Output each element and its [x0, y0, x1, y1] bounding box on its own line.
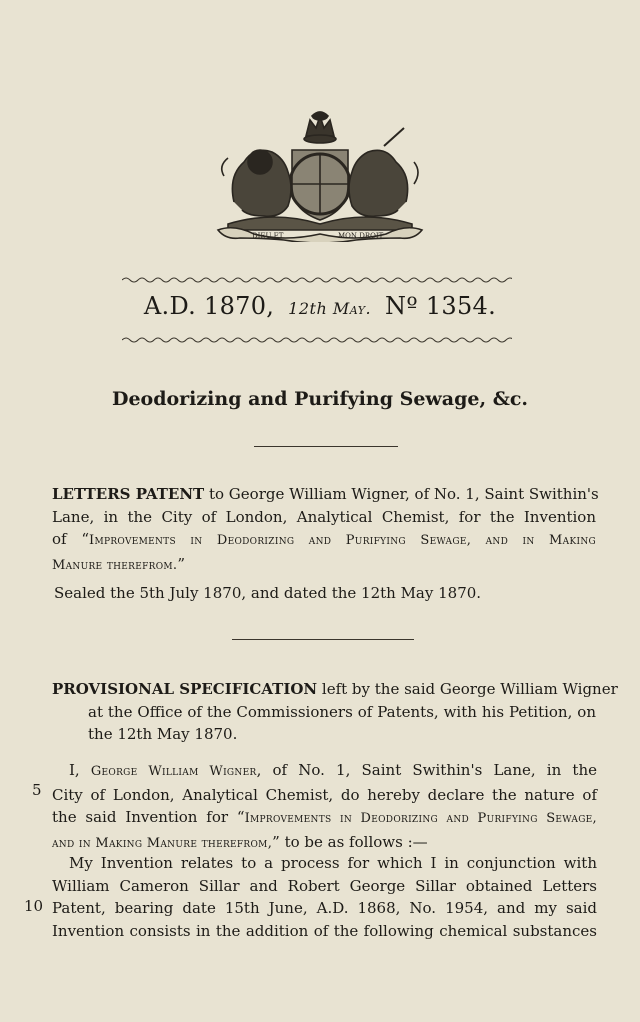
decorative-wavy-rule — [122, 276, 512, 284]
text-line — [52, 553, 596, 578]
text-line — [52, 678, 618, 701]
text-span: the said Invention for “ — [52, 808, 245, 826]
decorative-wavy-rule — [122, 336, 512, 344]
heading-ad: A.D. 1870, — [143, 292, 275, 320]
text-line — [52, 528, 596, 553]
heading-date-month: May. — [332, 299, 372, 318]
divider — [254, 446, 398, 447]
divider — [232, 639, 414, 640]
invention-paragraph — [52, 852, 597, 942]
text-line: William Cameron Sillar and Robert George Sillar obtained Letters — [52, 876, 597, 895]
text-span: ” to be as follows :— — [272, 832, 428, 851]
text-line: City of London, Analytical Chemist, do hereby declare the nature of — [52, 785, 597, 804]
declaration-paragraph — [52, 759, 597, 855]
line-number: 10 — [24, 897, 44, 915]
text-line — [52, 806, 597, 831]
text-span: I, — [69, 761, 91, 779]
small-caps-span: Improvements in Deodorizing and Purifying Sewage, — [244, 811, 597, 826]
svg-text:DIEU ET: DIEU ET — [252, 232, 284, 240]
text-span: left by the said George William Wigner — [317, 680, 618, 698]
small-caps-span: Manure therefrom. — [52, 557, 178, 573]
svg-text:MON DROIT: MON DROIT — [338, 232, 384, 240]
text-line: My Invention relates to a process for which I in conjunction with — [69, 854, 597, 872]
text-line: at the Office of the Commissioners of Patents, with his Petition, on — [88, 702, 596, 721]
patent-heading — [0, 292, 640, 320]
text-span: to George William Wigner, of No. 1, Saint Swithin's — [204, 485, 599, 503]
royal-coat-of-arms-icon — [214, 106, 426, 242]
text-span: , of No. 1, Saint Swithin's Lane, in the — [256, 761, 597, 779]
heading-date — [288, 299, 371, 318]
small-caps-span: Improvements in Deodorizing and Purifying Sewage, and in Making — [89, 533, 596, 548]
letters-patent-lead: LETTERS PATENT — [52, 485, 205, 503]
text-span: of “ — [52, 530, 90, 548]
sealed-line: Sealed the 5th July 1870, and dated the 12th May 1870. — [54, 584, 482, 602]
provisional-lead: PROVISIONAL SPECIFICATION — [52, 680, 318, 698]
provisional-specification-paragraph — [52, 678, 618, 746]
line-number: 5 — [32, 781, 42, 799]
text-line: Patent, bearing date 15th June, A.D. 1868, No. 1954, and my said — [52, 899, 597, 917]
text-line — [52, 483, 599, 506]
letters-patent-paragraph — [52, 483, 599, 577]
text-line: Lane, in the City of London, Analytical Chemist, for the Invention — [52, 507, 596, 526]
text-line — [52, 759, 597, 784]
heading-number: Nº 1354. — [385, 292, 497, 320]
small-caps-span: and in Making Manure therefrom, — [52, 835, 273, 851]
small-caps-span: George William Wigner — [90, 764, 257, 779]
text-span: ” — [177, 554, 186, 573]
heading-date-day: 12th — [288, 299, 328, 318]
patent-title: Deodorizing and Purifying Sewage, &c. — [111, 388, 529, 410]
text-line: Invention consists in the addition of the following chemical substances — [52, 921, 597, 940]
text-line: the 12th May 1870. — [88, 725, 238, 743]
